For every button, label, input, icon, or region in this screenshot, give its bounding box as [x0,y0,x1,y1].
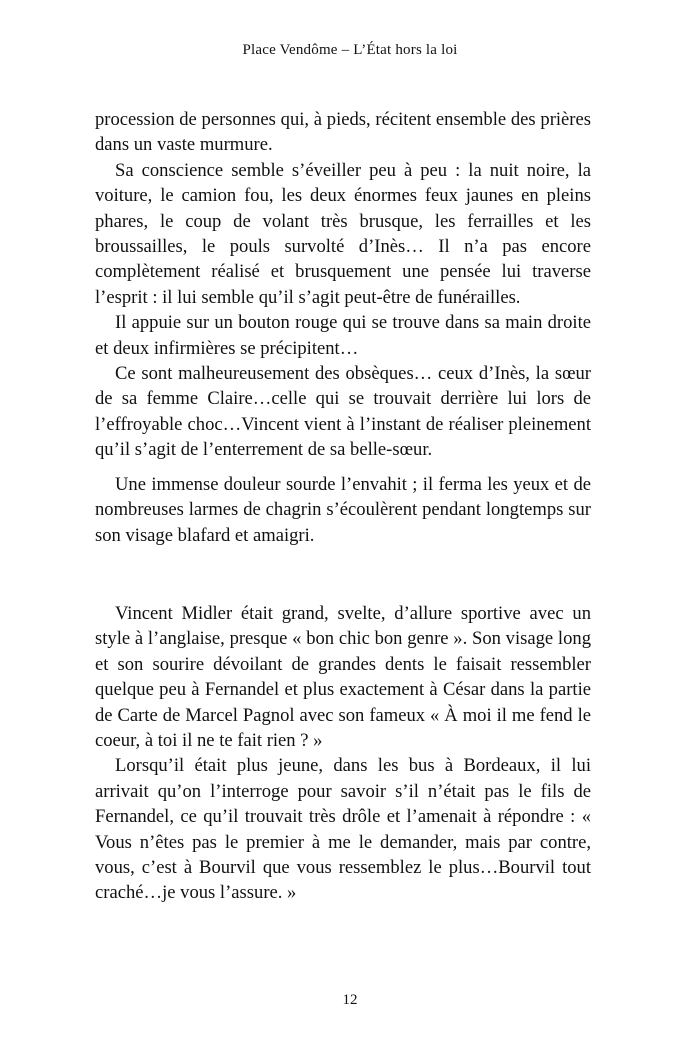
running-header: Place Vendôme – L’État hors la loi [242,42,458,58]
paragraph: Il appuie sur un bouton rouge qui se trouve dans sa main droite et deux infirmières se précipitent… [95,312,591,359]
paragraph: Ce sont malheureusement des obsèques… ceux d’Inès, la sœur de sa femme Claire…celle qui se trouvait derrière lui lors de l’effroyable choc…Vincent vient à l’instant de réaliser pleinement qu’il s’agit de l’enterrement de sa belle-sœur. [95,363,591,461]
paragraph-continuation: procession de personnes qui, à pieds, récitent ensemble des prières dans un vaste murmure. [95,109,591,156]
page-number: 12 [342,992,358,1008]
paragraph: Sa conscience semble s’éveiller peu à peu : la nuit noire, la voiture, le camion fou, les deux énormes feux jaunes en pleins phares, le coup de volant très brusque, les ferrailles et les broussailles, le pouls survolté d’Inès… Il n’a pas encore complètement réalisé et brusquement une pensée lui traverse l’esprit : il lui semble qu’il s’agit peut-être de funérailles. [95,159,591,308]
paragraph: Lorsqu’il était plus jeune, dans les bus à Bordeaux, il lui arrivait qu’on l’interroge pour savoir s’il n’était pas le fils de Fernandel, ce qu’il trouvait très drôle et l’amenait à répondre : « Vous n’êtes pas le premier à me le demander, mais par contre, vous, c’est à Bourvil que vous ressemblez le plus…Bourvil tout craché…je vous l’assure. » [95,755,591,904]
body-text [95,107,591,906]
paragraph: Une immense douleur sourde l’envahit ; il ferma les yeux et de nombreuses larmes de chagrin s’écoulèrent pendant longtemps sur son visage blafard et amaigri. [95,473,591,546]
paragraph-section-start: Vincent Midler était grand, svelte, d’allure sportive avec un style à l’anglaise, presque « bon chic bon genre ». Son visage long et son sourire dévoilant de grandes dents le faisait ressembler quelque peu à Fernandel et plus exactement à César dans la partie de Carte de Marcel Pagnol avec son fameux « À moi il me fend le coeur, à toi il ne te fait rien ? » [95,602,591,751]
